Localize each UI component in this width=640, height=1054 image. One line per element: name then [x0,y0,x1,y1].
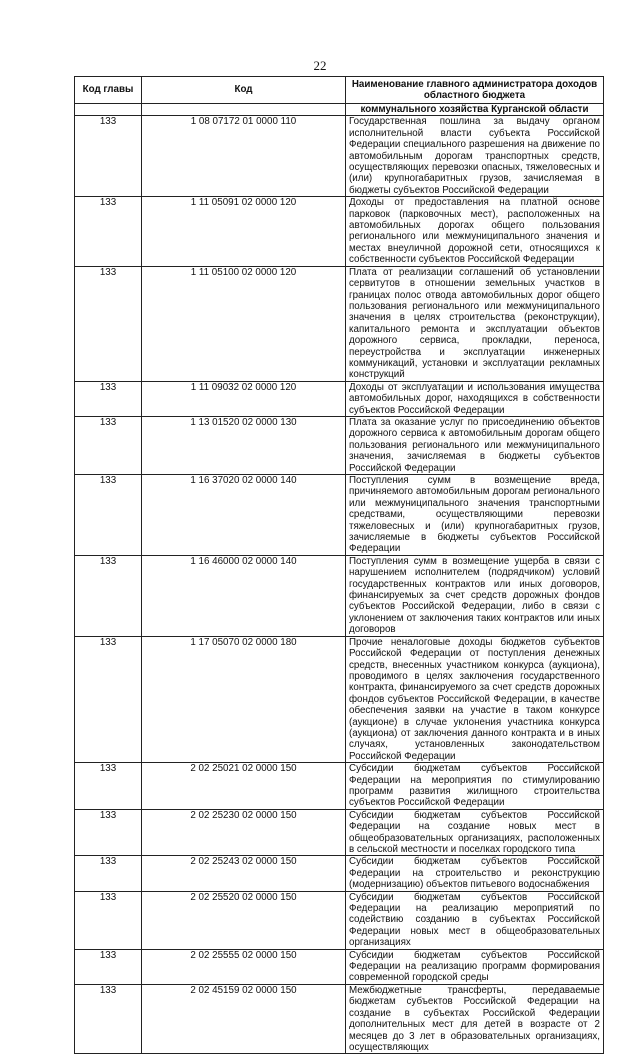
cell-chapter-code: 133 [75,891,142,949]
cell-name: Плата от реализации соглашений об установлении сервитутов в отношении земельных участков в границах полос отвода автомобильных дорог общего пользования регионального или межмуниципального значения в целях строительства (реконструкции), капитального ремонта и эксплуатации объектов дорожного сервиса, прокладки, переноса, переустройства и эксплуатации инженерных коммуникаций, установки и эксплуатации рекламных конструкций [346,266,604,381]
cell-chapter-code: 133 [75,197,142,266]
page-number: 22 [313,58,327,73]
header-code: Код [142,77,346,104]
table-row [75,116,604,197]
cell-name: Прочие неналоговые доходы бюджетов субъектов Российской Федерации от поступления денежных средств, внесенных участником конкурса (аукциона), проводимого в целях заключения государственного контракта, финансируемого за счет средств дорожных фондов субъектов Российской Федерации, в качестве обеспечения заявки на участие в таком конкурсе (аукционе) в случае уклонения участника конкурса (аукциона) от заключения данного контракта и в иных случаях, установленных законодательством Российской Федерации [346,636,604,762]
table-row [75,381,604,416]
header-chapter-code: Код главы [75,77,142,104]
cell-chapter-code: 133 [75,381,142,416]
table-row [75,555,604,636]
cell-code: 2 02 25021 02 0000 150 [142,763,346,810]
cell-name: Государственная пошлина за выдачу органом исполнительной власти субъекта Российской Федерации специального разрешения на движение по автомобильным дорогам транспортных средств, осуществляющих перевозки опасных, тяжеловесных и (или) крупногабаритных грузов, зачисляемая в бюджеты субъектов Российской Федерации [346,116,604,197]
table-row [75,856,604,891]
cell-code: 2 02 25520 02 0000 150 [142,891,346,949]
table-row [75,266,604,381]
cell-code: 2 02 25243 02 0000 150 [142,856,346,891]
cell-code: 1 11 05091 02 0000 120 [142,197,346,266]
cell-chapter-code: 133 [75,116,142,197]
cell-code: 1 17 05070 02 0000 180 [142,636,346,762]
header-name: Наименование главного администратора доходов областного бюджета [346,77,604,104]
table-row [75,416,604,474]
cell-chapter-code: 133 [75,416,142,474]
cell-name: Субсидии бюджетам субъектов Российской Федерации на реализацию программ формирования современной городской среды [346,949,604,984]
revenue-administrators-table [74,76,604,1054]
cell-name: Доходы от эксплуатации и использования имущества автомобильных дорог, находящихся в собственности субъектов Российской Федерации [346,381,604,416]
cell-code: 1 08 07172 01 0000 110 [142,116,346,197]
table-header-row [75,77,604,104]
cell-chapter-code: 133 [75,809,142,856]
cell-name: Доходы от предоставления на платной основе парковок (парковочных мест), расположенных на автомобильных дорогах общего пользования регионального или межмуниципального значения и местах внеуличной дорожной сети, относящихся к собственности субъектов Российской Федерации [346,197,604,266]
cell-name: Плата за оказание услуг по присоединению объектов дорожного сервиса к автомобильным дорогам общего пользования регионального или межмуниципального значения, зачисляемая в бюджеты субъектов Российской Федерации [346,416,604,474]
cell-name: Межбюджетные трансферты, передаваемые бюджетам субъектов Российской Федерации на создание в субъектах Российской Федерации дополнительных мест для детей в возрасте от 2 месяцев до 3 лет в образовательных организациях, осуществляющих [346,984,604,1053]
table-row [75,891,604,949]
cell-code: 1 11 05100 02 0000 120 [142,266,346,381]
cell-name: Субсидии бюджетам субъектов Российской Федерации на создание новых мест в общеобразовательных организациях, расположенных в сельской местности и поселках городского типа [346,809,604,856]
cell-code: 1 16 46000 02 0000 140 [142,555,346,636]
cell-code: 1 13 01520 02 0000 130 [142,416,346,474]
cell-chapter-code: 133 [75,949,142,984]
cell-chapter-code: 133 [75,856,142,891]
table-row [75,984,604,1053]
table-row [75,949,604,984]
cell-name: Поступления сумм в возмещение вреда, причиняемого автомобильным дорогам регионального или межмуниципального значения транспортными средствами, осуществляющими перевозки тяжеловесных и (или) крупногабаритных грузов, зачисляемые в бюджеты субъектов Российской Федерации [346,475,604,556]
cell-chapter-code: 133 [75,763,142,810]
cell-code: 2 02 25230 02 0000 150 [142,809,346,856]
table-row [75,475,604,556]
cell-chapter-code: 133 [75,636,142,762]
table-row [75,636,604,762]
cell-code: 1 16 37020 02 0000 140 [142,475,346,556]
cell-chapter-code: 133 [75,266,142,381]
table-row [75,809,604,856]
cell-code: 2 02 25555 02 0000 150 [142,949,346,984]
cell-name: Субсидии бюджетам субъектов Российской Федерации на строительство и реконструкцию (модернизацию) объектов питьевого водоснабжения [346,856,604,891]
cell-code: 2 02 45159 02 0000 150 [142,984,346,1053]
cell-chapter-code: 133 [75,984,142,1053]
table-row [75,197,604,266]
cell-name: Поступления сумм в возмещение ущерба в связи с нарушением исполнителем (подрядчиком) условий государственных контрактов или иных договоров, финансируемых за счет средств дорожных фондов субъектов Российской Федерации, либо в связи с уклонением от заключения таких контрактов или иных договоров [346,555,604,636]
table-row [75,763,604,810]
cell-code: 1 11 09032 02 0000 120 [142,381,346,416]
cell-chapter-code: 133 [75,475,142,556]
continuation-row [75,104,604,116]
cell-name: Субсидии бюджетам субъектов Российской Федерации на реализацию мероприятий по содействию созданию в субъектах Российской Федерации новых мест в общеобразовательных организациях [346,891,604,949]
cell-chapter-code: 133 [75,555,142,636]
continuation-text: коммунального хозяйства Курганской области [346,104,604,116]
cell-name: Субсидии бюджетам субъектов Российской Федерации на мероприятия по стимулированию программ развития жилищного строительства субъектов Российской Федерации [346,763,604,810]
